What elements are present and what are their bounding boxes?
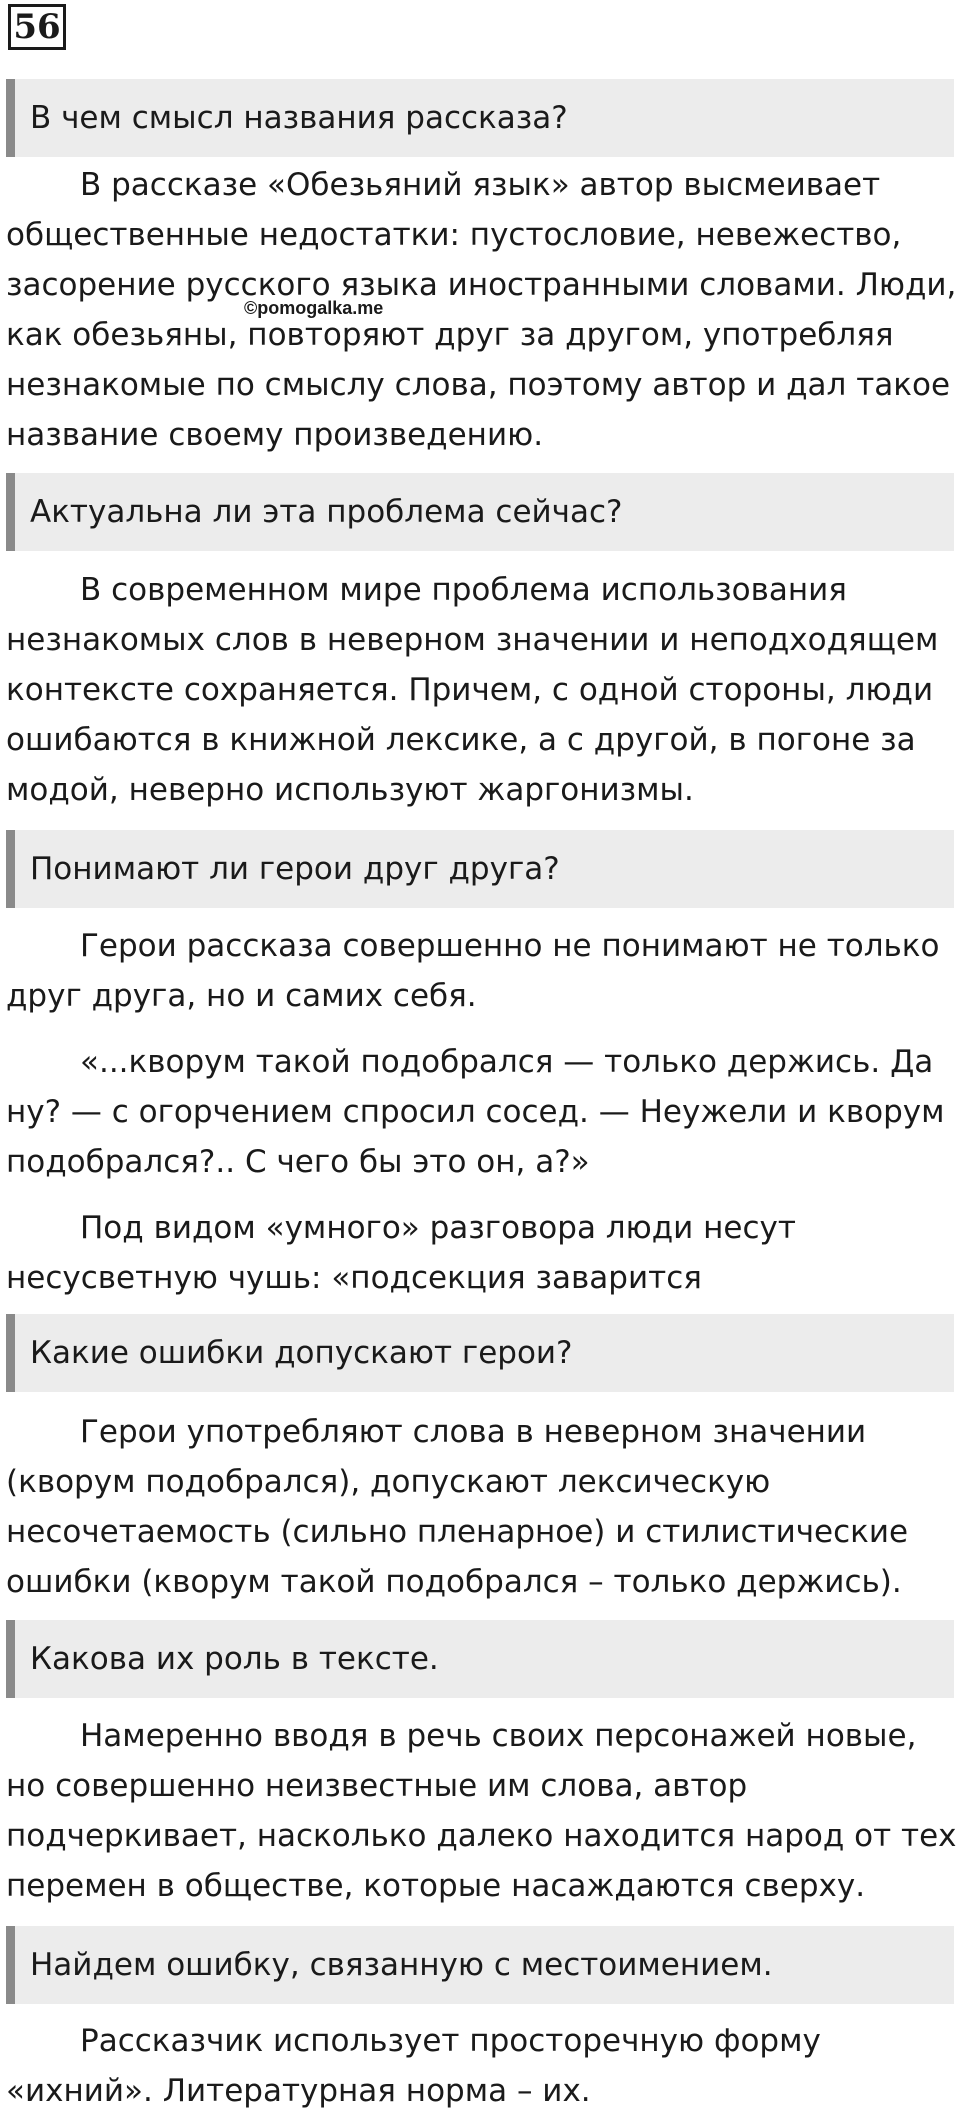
answer-paragraph: Намеренно вводя в речь своих персонажей новые, но совершенно неизвестные им слова, автор подчеркивает, насколько далеко находится народ от тех перемен в обществе, которые насаждаются сверху. bbox=[6, 1718, 957, 1904]
question-heading-3: Понимают ли герои друг друга? bbox=[6, 830, 954, 908]
answer-paragraph: В рассказе «Обезьяний язык» автор высмеивает общественные недостатки: пустословие, невежество, засорение русского языка иностранными словами. Люди, как обезьяны, повторяют друг за другом, употребляя незнакомые по смыслу слова, поэтому автор и дал такое название своему произведению. bbox=[6, 167, 957, 453]
quote-paragraph: «...кворум такой подобрался — только держись. Да ну? — с огорчением спросил сосед. — Неужели и кворум подобрался?.. С чего бы это он, а?» bbox=[6, 1044, 945, 1180]
question-heading-1: В чем смысл названия рассказа? bbox=[6, 79, 954, 157]
answer-paragraph: Рассказчик использует просторечную форму «ихний». Литературная норма – их. bbox=[6, 2023, 821, 2109]
watermark: ©pomogalka.me bbox=[244, 298, 384, 318]
answer-paragraph: Герои употребляют слова в неверном значении (кворум подобрался), допускают лексическую несочетаемость (сильно пленарное) и стилистические ошибки (кворум такой подобрался – только держись). bbox=[6, 1414, 909, 1600]
question-heading-2: Актуальна ли эта проблема сейчас? bbox=[6, 473, 954, 551]
question-heading-4: Какие ошибки допускают герои? bbox=[6, 1314, 954, 1392]
answer-paragraph: Герои рассказа совершенно не понимают не только друг друга, но и самих себя. bbox=[6, 928, 940, 1014]
answer-paragraph: Под видом «умного» разговора люди несут несусветную чушь: «подсекция заварится bbox=[6, 1210, 796, 1296]
question-heading-5: Какова их роль в тексте. bbox=[6, 1620, 954, 1698]
answer-paragraph: В современном мире проблема использования незнакомых слов в неверном значении и неподходящем контексте сохраняется. Причем, с одной стороны, люди ошибаются в книжной лексике, а с другой, в погоне за модой, неверно используют жаргонизмы. bbox=[6, 572, 939, 808]
page-number: 56 bbox=[8, 4, 66, 50]
question-heading-6: Найдем ошибку, связанную с местоимением. bbox=[6, 1926, 954, 2004]
